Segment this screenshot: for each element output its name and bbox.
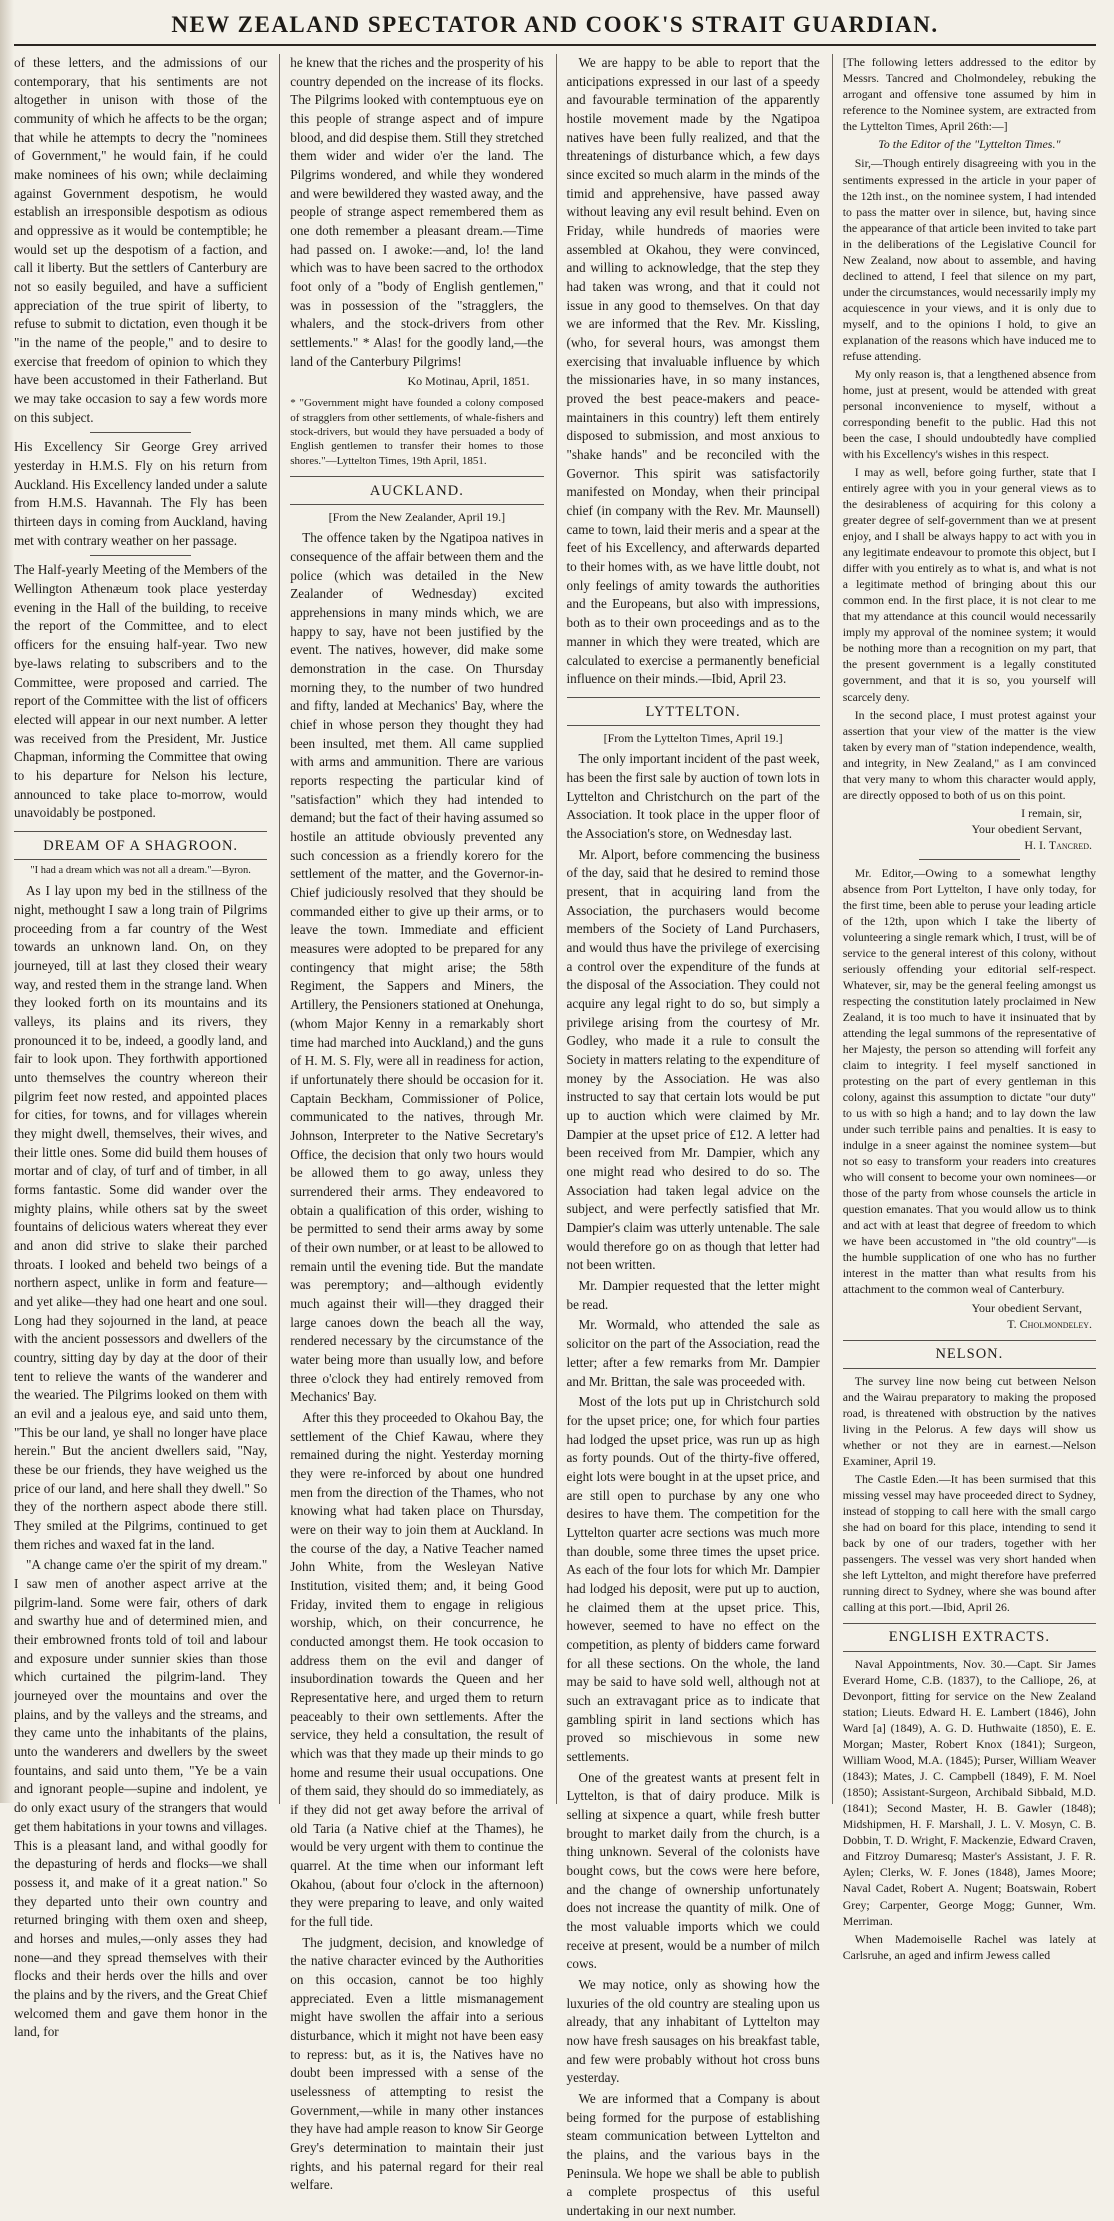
column-3 xyxy=(556,54,820,2219)
letter-address: To the Editor of the "Lyttelton Times." xyxy=(878,137,1061,152)
paragraph: Naval Appointments, Nov. 30.—Capt. Sir James Everard Home, C.B. (1837), to the Calliope, 26, at Devonport, fitting for service on the New Zealand station; Lieuts. Edward H. E. Lambert (1846), John Ward [a] (1849), A. G. D. Huthwaite (1850), E. E. Morgan; Master, Robert Knox (1841); Surgeon, William Wood, M.A. (1845); Purser, William Weaver (1843); Mates, J. C. Campbell (1849), F. M. Noel (1850); Assistant-Surgeon, Archibald Sibbald, M.D. (1841); Second Master, H. B. Gawler (1848); Midshipmen, H. F. Marshall, J. L. V. Mosyn, C. B. Dobbin, T. D. Wright, F. Mackenzie, Edward Craven, and Fitzroy Dumaresq; Master's Assistant, J. F. R. Aylen; Clerks, W. F. Jones (1848), James Moore; Naval Cadet, Robert A. Nugent; Boatswain, Robert Grey; Carpenter, George Mogg; Gunner, Wm. Merriman. xyxy=(842,1657,1096,1928)
binding-shadow xyxy=(0,0,14,1803)
paragraph: The judgment, decision, and knowledge of the native character evinced by the Authorities on this occasion, cannot be too highly appreciated. Even a little mismanagement might have swollen the affair into a serious disturbance, which it might not have been easy to repress: but, as it is, the Natives have no doubt been impressed with a sense of the uselessness of attempting to resist the Government,—while in many other instances they have had ample reason to know Sir George Grey's determination to maintain their just rights, and his paternal regard for their real welfare. xyxy=(290,1934,544,2193)
paragraph: of these letters, and the admissions of our contemporary, that his sentiments are not altogether in unison with those of the community of which he affects to be the organ; that while he attempts to decry the "nominees of Government," he would fain, if he could make nominees of his own; while declaiming against Government despotism, he would establish an irresponsible despotism as odious and oppressive as it would be contemptible; he would set up the despotism of a faction, and call it liberty. But the settlers of Canterbury are not so easily beguiled, and have a sufficient appreciation of the true spirit of liberty, to refuse to submit to dictation, even though it be "in the name of the people," and to desire to exercise that freedom of opinion to which they have been accustomed in their Fatherland. But we may take occasion to say a few words more on this subject. xyxy=(14,55,268,425)
divider xyxy=(90,555,191,556)
paragraph: I may as well, before going further, state that I entirely agree with you in your general views as to the desirableness of acquiring for this colony a greater degree of self-government than we at present enjoy, and I shall be always happy to act with you in any legitimate endeavour to promote this object, but I differ with you entirely as to what is, and what is not a legitimate method of bringing about this our common end. In the first place, it is not clear to me that my attendance at this council would necessarily imply my approval of the nominee system; it would be nothing more than a recognition on my part, that the present government is a legally constituted government, and that it is so, you yourself will scarcely deny. xyxy=(842,465,1096,704)
closing: Your obedient Servant, xyxy=(971,822,1082,837)
closing: I remain, sir, xyxy=(1021,805,1082,820)
section-heading: ENGLISH EXTRACTS. xyxy=(843,1623,1096,1652)
paragraph: We are happy to be able to report that the anticipations expressed in our last of a speedy and favourable termination of the apparently hostile movement made by the Ngatipoa natives have been fully realized, and that the threatenings of disturbance which, a few days since excited so much alarm in the minds of the timid and apprehensive, have passed away without leaving any evil result behind. Even on Friday, while hundreds of maories were assembled at Okahou, they were convinced, and willing to acknowledge, that the step they had taken was wrong, and that it could not issue in any good to themselves. On that day we are informed that the Rev. Mr. Kissling, (who, for several hours, was amongst them exercising that invaluable influence by which the missionaries have, in so many instances, proved the best peace-makers and peace-maintainers in this country) left them entirely disposed to submission, and most anxious to "shake hands" and be reconciled with the Governor. This spirit was satisfactorily manifested on Monday, when their principal chief (in company with the Rev. Mr. Maunsell) came to town, laid their meris and a spear at the feet of his Excellency, and afterwards departed to their homes with, as we have little doubt, not only feelings of amity towards the authorities and the Europeans, but also with impressions, both as to their own proceedings and as to the manner in which they were treated, which are calculated to exercise a permanently beneficial influence on their minds.—Ibid, April 23. xyxy=(566,55,820,687)
column-1 xyxy=(14,54,268,2040)
paragraph: The offence taken by the Ngatipoa natives in consequence of the affair between them and the police (which was detailed in the New Zealander of Wednesday) excited apprehensions in many minds which, we are happy to say, have not been justified by the event. The natives, however, did make some demonstration in the case. On Thursday morning they, to the number of two hundred and fifty, landed at Mechanics' Bay, where the chief in whose person they thought they had been insulted, met them. All came supplied with arms and ammunition. There are various reports respecting the particular kind of "satisfaction" which they had intended to demand; but the fact of their having assumed so hostile an attitude obviously prevented any such concession as a friendly korero for the settlement of the matter, and the Governor-in-Chief judiciously resolved that they should be commanded either to give up their arms, or to leave the town. Immediate and efficient measures were adopted to be prepared for any contingency that might arise; the 58th Regiment, the Sappers and Miners, the Artillery, the Pensioners stationed at Onehunga, (whom Major Kenny in a remarkably short time had marched into Auckland,) and the guns of H. M. S. Fly, were all in readiness for action, if unfortunately there should be occasion for it. Captain Beckham, Commissioner of Police, communicated to the natives, through Mr. Johnson, Interpreter to the Native Secretary's Office, the decision that only two hours would be allowed them to go away, unless they surrendered their arms. They endeavored to obtain a qualification of this order, wishing to be permitted to send their arms away by some of their own number, or at least to be allowed to remain until the evening tide. But the mandate was peremptory; and—although evidently much against their will—they dragged their large canoes down the beach all the way, rendered necessary by the circumstance of the water being more than usually low, and before three o'clock they had entirely removed from Mechanics' Bay. xyxy=(290,530,544,1405)
paragraph: We may notice, only as showing how the luxuries of the old country are stealing upon us already, that any inhabitant of Lyttelton may now have fresh sausages on his breakfast table, and few were probably without hot cross buns yesterday. xyxy=(566,1977,820,2086)
paragraph: Mr. Editor,—Owing to a somewhat lengthy absence from Port Lyttelton, I have only today, for the first time, been able to peruse your leading article of the 12th, upon which I take the liberty of volunteering a single remark which, I trust, will be of service to the general interest of this colony, without seriously offending your editorial self-respect. Whatever, sir, may be the general feeling amongst us respecting the constitution lately proclaimed in New Zealand, it is too much to have it insinuated that by attending the legal summons of the representative of her Majesty, the person so attending will forfeit any claim to integrity. I feel myself sanctioned in protesting on the part of every gentleman in this colony, against this assumption to dictate "our duty" to us with so high a hand; and to lay down the law under such terrible pains and penalties. It is easy to indulge in a sneer against the nominee system—but not so easy to transform your readers into creatures who will consent to become your own nominees—or those of the party from whose counsels the article in question emanates. That you would allow us to think and act with at least that degree of freedom to which we have been accustomed in "the old country"—is the humble supplication of one who has no further interest in the matter than what results from his attachment to the common weal of Canterbury. xyxy=(842,865,1096,1297)
signature: H. I. Tancred. xyxy=(1024,838,1092,853)
divider xyxy=(90,432,191,433)
epigraph: "I had a dream which was not all a dream."—Byron. xyxy=(30,865,251,877)
column-2 xyxy=(279,54,544,2193)
paragraph: [The following letters addressed to the editor by Messrs. Tancred and Cholmondeley, rebuking the arrogant and offensive tone assumed by him in reference to the Nominee system, are extracted from the Lyttelton Times, April 26th:—] xyxy=(842,55,1096,134)
paragraph: Most of the lots put up in Christchurch sold for the upset price; one, for which four parties had lodged the upset price, was run up as high as forty pounds. Out of the thirty-five offered, eight lots were bought in at the upset price, and are still open to purchase by any one who desires to have them. The competition for the Lyttelton quarter acre sections was much more than double, some three times the upset price. As each of the four lots for which Mr. Dampier had lodged his deposit, were put up to auction, he claimed them at the upset price. This, however, seemed to have no effect on the competition, as plenty of bidders came forward for all these sections. On the whole, the land may be said to have sold well, although not at such an extravagant price as to indicate that gambling spirit in land sections which has proved so mischievous in some new settlements. xyxy=(566,1394,820,1764)
paragraph: My only reason is, that a lengthened absence from home, just at present, would be attended with great personal inconvenience to myself, without a corresponding benefit to the public. Had this not been the case, I should undoubtedly have complied with his Excellency's wishes in this respect. xyxy=(842,366,1096,462)
source-line: [From the Lyttelton Times, April 19.] xyxy=(603,731,783,746)
paragraph: Mr. Dampier requested that the letter might be read. xyxy=(566,1278,820,1312)
paragraph: The Half-yearly Meeting of the Members of the Wellington Athenæum took place yesterday evening in the Hall of the building, to receive the report of the Committee, and to elect officers for the ensuing half-year. Two new bye-laws relating to subscribers and to the Committee, were proposed and carried. The report of the Committee with the list of officers elected will appear in our next number. A letter was received from the President, Mr. Justice Chapman, informing the Committee that owing to his departure for Nelson his lecture, announced to take place to-morrow, would unavoidably be postponed. xyxy=(14,562,268,821)
paragraph: "A change came o'er the spirit of my dream." I saw men of another aspect arrive at the pilgrim-land. Some were fair, others of dark and swarthy hue and of determined mien, and their embrowned fronts told of toil and labour and exposure under sunnier skies than those which curtained the pilgrim-land. They journeyed over the mountains and over the plains, and by the valleys and the streams, and they came unto the inhabitants of the plains, unto the wanderers and dwellers by the sweet fountains, and said unto them, "Ye be a vain and ignorant people—supine and indolent, ye do only exact usury of the strangers that would get them habitations in your towns and villages. This is a pleasant land, and withal goodly for the depasturing of herds and flocks—we shall possess it, and make of it a great nation." So they departed unto their own country and returned bringing with them oxen and sheep, and horses and mules,—only asses they had none—and they spread themselves with their flocks and their herds over the hills and over the plains and by the rivers, and the Great Chief welcomed them and gave them honor in the land, for xyxy=(14,1557,268,2040)
section-heading: NELSON. xyxy=(843,1340,1096,1369)
paragraph: Sir,—Though entirely disagreeing with you in the sentiments expressed in the article in your paper of the 12th inst., on the nominee system, I had intended to pass the matter over in silence, but, having since the appearance of that article been invited to take part in the deliberations of the Legislative Council for New Zealand, now about to assemble, and having declined to attend, I feel that silence on my part, under the circumstances, would necessarily imply my acquiescence in your views, and it is only due to myself, and to the opinions I hold, to give an explanation of the reasons which have induced me to refuse attending. xyxy=(842,156,1096,363)
paragraph: The only important incident of the past week, has been the first sale by auction of town lots in Lyttelton and Christchurch on the part of the Association. It took place in the upper floor of the Association's store, on Wednesday last. xyxy=(566,751,820,842)
paragraph: In the second place, I must protest against your assertion that your view of the matter is the view taken by every man of "station independence, wealth, and integrity, in New Zealand," as I am convinced that very many to whom this character would apply, are directly opposed to both of us on this point. xyxy=(842,707,1096,802)
paragraph: The survey line now being cut between Nelson and the Wairau preparatory to making the proposed road, is threatened with obstruction by the natives living in the Pelorus. A few days will show us whether or not they are in earnest.—Nelson Examiner, April 19. xyxy=(842,1373,1096,1468)
section-heading: AUCKLAND. xyxy=(290,476,543,506)
section-heading: DREAM OF A SHAGROON. xyxy=(14,831,267,861)
paragraph: After this they proceeded to Okahou Bay, the settlement of the Chief Kawau, where they remained during the night. Yesterday morning they were re-inforced by about one hundred men from the direction of the Thames, who not knowing what had taken place on Thursday, were on their way to join them at Auckland. In the course of the day, a Native Teacher named John White, from the Wesleyan Native Institution, visited them; and, it being Good Friday, invited them to engage in religious worship, which, on their concurrence, he conducted amongst them. He took occasion to address them on the evil and danger of insubordination towards the Queen and her Representative here, and urged them to return peaceably to their own settlements. After the service, they held a consultation, the result of which was that they made up their minds to go home and resume their usual occupations. One of them said, they should do so immediately, as if they did not get away before the arrival of old Taria (a Native chief at the Thames), he would be very urgent with them to continue the quarrel. At the time when our informant left Okahou, (about four o'clock in the afternoon) they were preparing to leave, and only waited for the full tide. xyxy=(290,1409,544,1930)
paragraph: Mr. Wormald, who attended the sale as solicitor on the part of the Association, read the letter; after a few remarks from Mr. Dampier and Mr. Brittan, the sale was proceeded with. xyxy=(566,1317,820,1389)
paragraph: Mr. Alport, before commencing the business of the day, said that he desired to remind those present, that in acquiring land from the Association, the purchasers would become members of the Society of Land Purchasers, and would thus have the privilege of exercising a control over the expenditure of the funds at the disposal of the Association. They could not acquire any legal right to do so, but simply a privilege arising from the courtesy of Mr. Godley, who made it a rule to consult the Society in matters relating to the expenditure of money by the Association. He was also instructed to say that certain lots would be put up to auction which were claimed by Mr. Dampier at the upset price of £12. A letter had been received from Mr. Dampier, which any one might read who desired to do so. The Association had taken legal advice on the subject, and were perfectly satisfied that Mr. Dampier's claim was utterly untenable. The sale would therefore go on as though that letter had not been written. xyxy=(566,846,820,1273)
columns xyxy=(14,54,1096,2219)
signature: T. Cholmondeley. xyxy=(1007,1316,1092,1331)
signoff: Ko Motinau, April, 1851. xyxy=(407,374,530,389)
paragraph: One of the greatest wants at present felt in Lyttelton, is that of dairy produce. Milk is selling at sixpence a quart, while fresh butter brought to market daily from the church, is a thing unknown. Several of the colonists have bought cows, but the cows were here before, and the change of ownership unfortunately does not increase the quantity of milk. One of the most valuable imports which we could receive at present, would be a number of milch cows. xyxy=(566,1769,820,1972)
masthead: NEW ZEALAND SPECTATOR AND COOK'S STRAIT GUARDIAN. xyxy=(14,10,1096,46)
paragraph: he knew that the riches and the prosperity of his country depended on the increase of its flocks. The Pilgrims looked with contemptuous eye on this people of strange aspect and of impure blood, and did despise them. Still they stretched them wider and wider o'er the land. The Pilgrims wondered, and while they wondered and were bewildered they wasted away, and the people of strange aspect remembered them as one doth remember a pleasant dream.—Time had passed on. I awoke:—and, lo! the land which was to have been sacred to the orthodox foot only of a "body of English gentlemen," was in possession of the "stragglers, the whalers, and the stock-drivers from other settlements." * Alas! for the goodly land,—the land of the Canterbury Pilgrims! xyxy=(290,55,544,369)
paragraph: His Excellency Sir George Grey arrived yesterday in H.M.S. Fly on his return from Auckland. His Excellency landed under a salute from H.M.S. Havannah. The Fly has been thirteen days in coming from Auckland, having met with contrary weather on her passage. xyxy=(14,439,268,548)
divider xyxy=(919,859,1020,860)
column-4 xyxy=(832,54,1096,1962)
source-line: [From the New Zealander, April 19.] xyxy=(328,510,506,525)
paragraph: The Castle Eden.—It has been surmised that this missing vessel may have proceeded direct to Sydney, instead of stopping to call here with the small cargo she had on board for this place, intending to send it back by one of our traders, together with her passengers. The vessel was very short handed when she left Lyttelton, and might therefore have preferred running direct to Sydney, where she was bound after calling at this port.—Ibid, April 26. xyxy=(842,1472,1096,1615)
closing: Your obedient Servant, xyxy=(971,1300,1082,1315)
footnote: * "Government might have founded a colony composed of stragglers from other settlements, of whale-fishers and stock-drivers, but would they have persuaded a body of English gentlemen to transfer their homes to those shores."—Lyttelton Times, 19th April, 1851. xyxy=(290,397,544,467)
paragraph: When Mademoiselle Rachel was lately at Carlsruhe, an aged and infirm Jewess called xyxy=(842,1931,1096,1962)
paragraph: As I lay upon my bed in the stillness of the night, methought I saw a long train of Pilgrims proceeding from a far country of the West towards an unknown land. On, on they journeyed, till at last they closed their weary way, and rested them in the strange land. When they looked forth on its mountains and its valleys, its plains and its rivers, they pronounced it to be, indeed, a goodly land, and fair to look upon. They forthwith apportioned unto themselves the country whereon their pilgrim feet now rested, and appointed places for cities, for towns, and for villages wherein they might dwell, themselves, their wives, and their little ones. Some did build them houses of mortar and of clay, of turf and of timber, in all forms fantastic. Some did wander over the mighty plains, while others sat by the sweet fountains of delicious waters whereat they ever and anon did strive to slake their parched throats. I looked and beheld two beings of a northern aspect, unlike in form and feature—and yet alike—they had one heart and one soul. Long had they sojourned in the land, at peace with the ancient possessors and dwellers of the country, sitting day by day at the door of their tent to relieve the wants of the wanderer and the wearied. The Pilgrims looked on them with an evil and a jealous eye, and said unto them, "This be our land, ye shall no longer have place herein." But the ancient dwellers said, "Nay, these be our friends, they have weighed us the price of our land, and here shall they dwell." So they of the northern aspect abode there still. They smiled at the Pilgrims, continued to get them riches and waxed fat in the land. xyxy=(14,883,268,1552)
section-heading: LYTTELTON. xyxy=(567,697,820,727)
paragraph: We are informed that a Company is about being formed for the purpose of establishing steam communication between Lyttelton and the plains, and the various bays in the Peninsula. We hope we shall be able to publish a complete prospectus of this useful undertaking in our next number. xyxy=(566,2091,820,2219)
